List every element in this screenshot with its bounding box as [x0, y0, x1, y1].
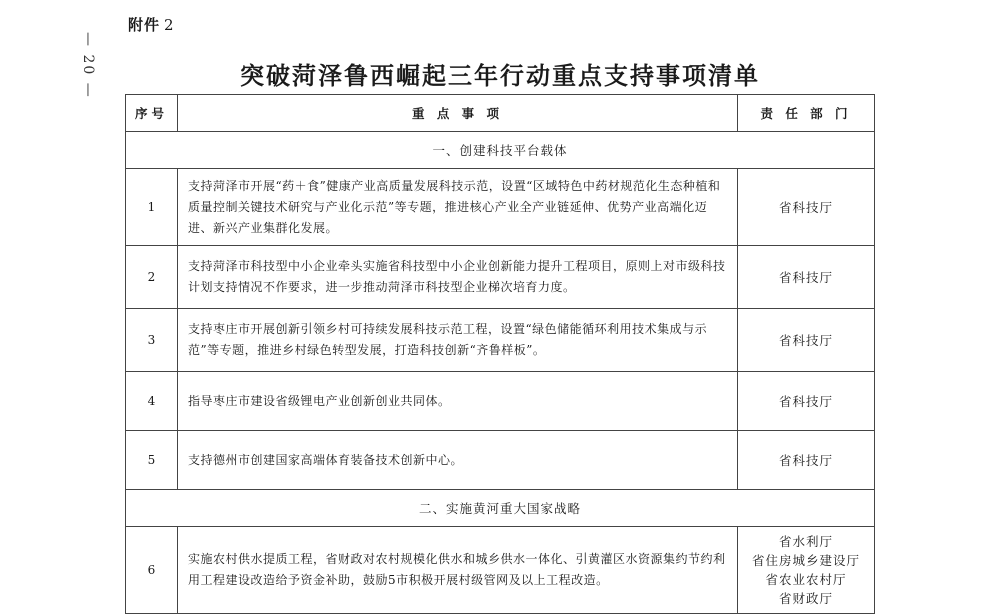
table-row	[126, 372, 875, 431]
dept-name: 省农业农村厅	[765, 572, 847, 587]
table-row	[126, 527, 875, 614]
support-items-table	[125, 94, 875, 614]
header-item: 重 点 事 项	[178, 95, 738, 132]
row-content: 支持德州市创建国家高端体育装备技术创新中心。	[178, 431, 738, 490]
dept-name: 省水利厅	[778, 534, 833, 549]
attachment-number: 2	[164, 16, 175, 34]
table-row	[126, 246, 875, 309]
table-row	[126, 431, 875, 490]
header-index: 序号	[126, 95, 178, 132]
dept-name: 省财政厅	[778, 591, 833, 606]
table-header-row	[126, 95, 875, 132]
row-content: 指导枣庄市建设省级锂电产业创新创业共同体。	[178, 372, 738, 431]
header-dept: 责 任 部 门	[738, 95, 875, 132]
section-title: 一、创建科技平台载体	[126, 132, 875, 169]
section-row	[126, 132, 875, 169]
row-index: 2	[126, 246, 178, 309]
row-index: 4	[126, 372, 178, 431]
dept-name: 省科技厅	[778, 269, 833, 285]
dept-name: 省住房城乡建设厅	[751, 553, 860, 568]
row-dept	[738, 372, 875, 431]
row-index: 1	[126, 169, 178, 246]
row-index: 3	[126, 309, 178, 372]
section-row	[126, 490, 875, 527]
table-row	[126, 169, 875, 246]
row-dept	[738, 169, 875, 246]
row-content: 支持菏泽市开展“药＋食”健康产业高质量发展科技示范，设置“区域特色中药材规范化生态种植和质量控制关键技术研究与产业化示范”等专题，推进核心产业全产业链延伸、优势产业高端化迈进、新兴产业集群化发展。	[178, 169, 738, 246]
dept-name: 省科技厅	[778, 199, 833, 215]
row-index: 5	[126, 431, 178, 490]
table-row	[126, 309, 875, 372]
attachment-label	[128, 14, 175, 35]
section-title: 二、实施黄河重大国家战略	[126, 490, 875, 527]
page-title: 突破菏泽鲁西崛起三年行动重点支持事项清单	[240, 62, 760, 90]
row-content: 支持枣庄市开展创新引领乡村可持续发展科技示范工程，设置“绿色储能循环利用技术集成与示范”等专题，推进乡村绿色转型发展，打造科技创新“齐鲁样板”。	[178, 309, 738, 372]
dept-name: 省科技厅	[778, 332, 833, 348]
dept-name: 省科技厅	[778, 452, 833, 468]
row-dept	[738, 246, 875, 309]
page-number: — 20 —	[80, 32, 96, 99]
attachment-text: 附件	[128, 16, 161, 34]
row-index: 6	[126, 527, 178, 614]
row-dept	[738, 309, 875, 372]
row-dept	[738, 431, 875, 490]
row-content: 支持菏泽市科技型中小企业牵头实施省科技型中小企业创新能力提升工程项目，原则上对市级科技计划支持情况不作要求，进一步推动菏泽市科技型企业梯次培育力度。	[178, 246, 738, 309]
row-content: 实施农村供水提质工程，省财政对农村规模化供水和城乡供水一体化、引黄灌区水资源集约节约利用工程建设改造给予资金补助，鼓励5市积极开展村级管网及以上工程改造。	[178, 527, 738, 614]
dept-name: 省科技厅	[778, 393, 833, 409]
row-dept	[738, 527, 875, 614]
